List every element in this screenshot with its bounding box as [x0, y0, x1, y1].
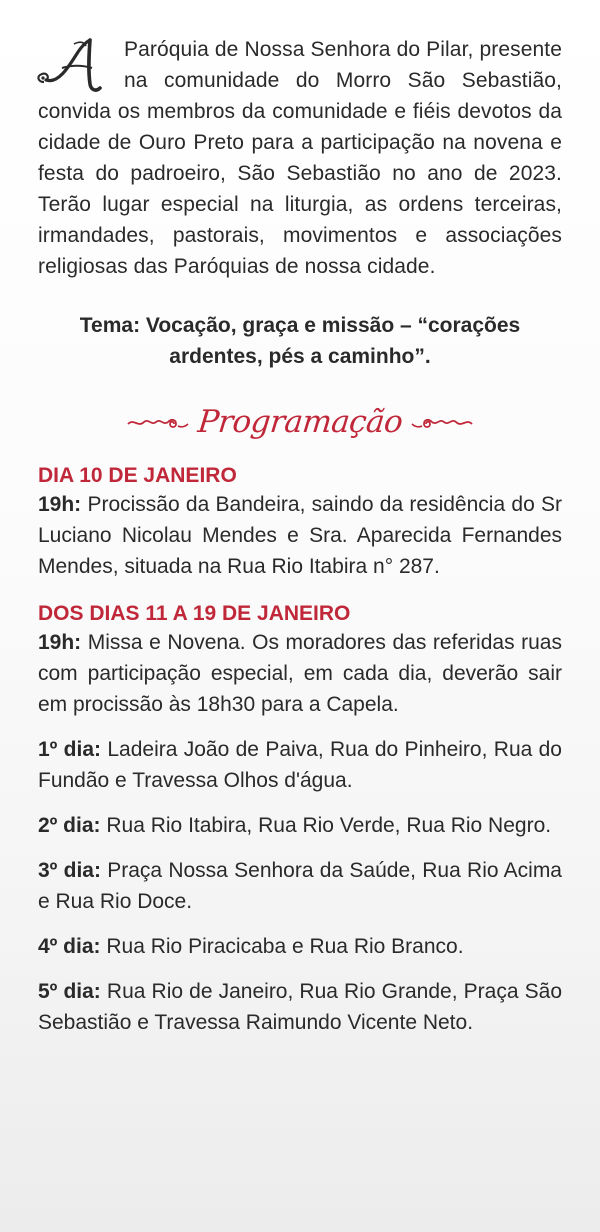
day-label: 5º dia: — [38, 980, 101, 1003]
program-header — [38, 396, 562, 448]
section-description: Missa e Novena. Os moradores das referidas ruas com participação especial, em cada dia, deverão sair em procissão às 18h30 para a Capela. — [38, 631, 562, 716]
section-day-10 — [38, 462, 562, 582]
section-title: DOS DIAS 11 A 19 DE JANEIRO — [38, 602, 351, 625]
section-text — [38, 489, 562, 582]
day-item-3 — [38, 855, 562, 917]
dropcap-letter-icon — [34, 38, 118, 96]
day-label: 3º dia: — [38, 859, 101, 882]
day-streets: Rua Rio de Janeiro, Rua Rio Grande, Praça São Sebastião e Travessa Raimundo Vicente Neto. — [38, 980, 562, 1034]
intro-paragraph — [38, 34, 562, 282]
day-item-4 — [38, 931, 562, 962]
day-item-2 — [38, 810, 562, 841]
day-label: 1º dia: — [38, 738, 102, 761]
program-title: Programação — [195, 404, 405, 440]
section-days-11-19 — [38, 600, 562, 720]
day-item-1 — [38, 734, 562, 796]
left-scroll-ornament-icon — [126, 412, 190, 432]
section-text — [38, 627, 562, 720]
day-label: 4º dia: — [38, 935, 101, 958]
section-time: 19h: — [38, 493, 82, 516]
section-title: DIA 10 DE JANEIRO — [38, 464, 237, 487]
day-label: 2º dia: — [38, 814, 101, 837]
document-page — [0, 34, 600, 1232]
day-item-5 — [38, 976, 562, 1038]
section-description: Procissão da Bandeira, saindo da residência do Sr Luciano Nicolau Mendes e Sra. Aparecida Fernandes Mendes, situada na Rua Rio Itabira n° 287. — [38, 493, 562, 578]
day-streets: Rua Rio Itabira, Rua Rio Verde, Rua Rio Negro. — [100, 814, 552, 837]
day-streets: Praça Nossa Senhora da Saúde, Rua Rio Acima e Rua Rio Doce. — [38, 859, 562, 913]
day-streets: Ladeira João de Paiva, Rua do Pinheiro, Rua do Fundão e Travessa Olhos d'água. — [38, 738, 562, 792]
intro-text: Paróquia de Nossa Senhora do Pilar, presente na comunidade do Morro São Sebastião, convida os membros da comunidade e fiéis devotos da cidade de Ouro Preto para a participação na novena e festa do padroeiro, São Sebastião no ano de 2023. Terão lugar especial na liturgia, as ordens terceiras, irmandades, pastorais, movimentos e associações religiosas das Paróquias de nossa cidade. — [38, 38, 562, 278]
section-time: 19h: — [38, 631, 82, 654]
theme-heading: Tema: Vocação, graça e missão – “corações ardentes, pés a caminho”. — [79, 314, 521, 368]
right-scroll-ornament-icon — [410, 412, 474, 432]
ornamental-dropcap — [34, 38, 118, 96]
day-streets: Rua Rio Piracicaba e Rua Rio Branco. — [100, 935, 464, 958]
